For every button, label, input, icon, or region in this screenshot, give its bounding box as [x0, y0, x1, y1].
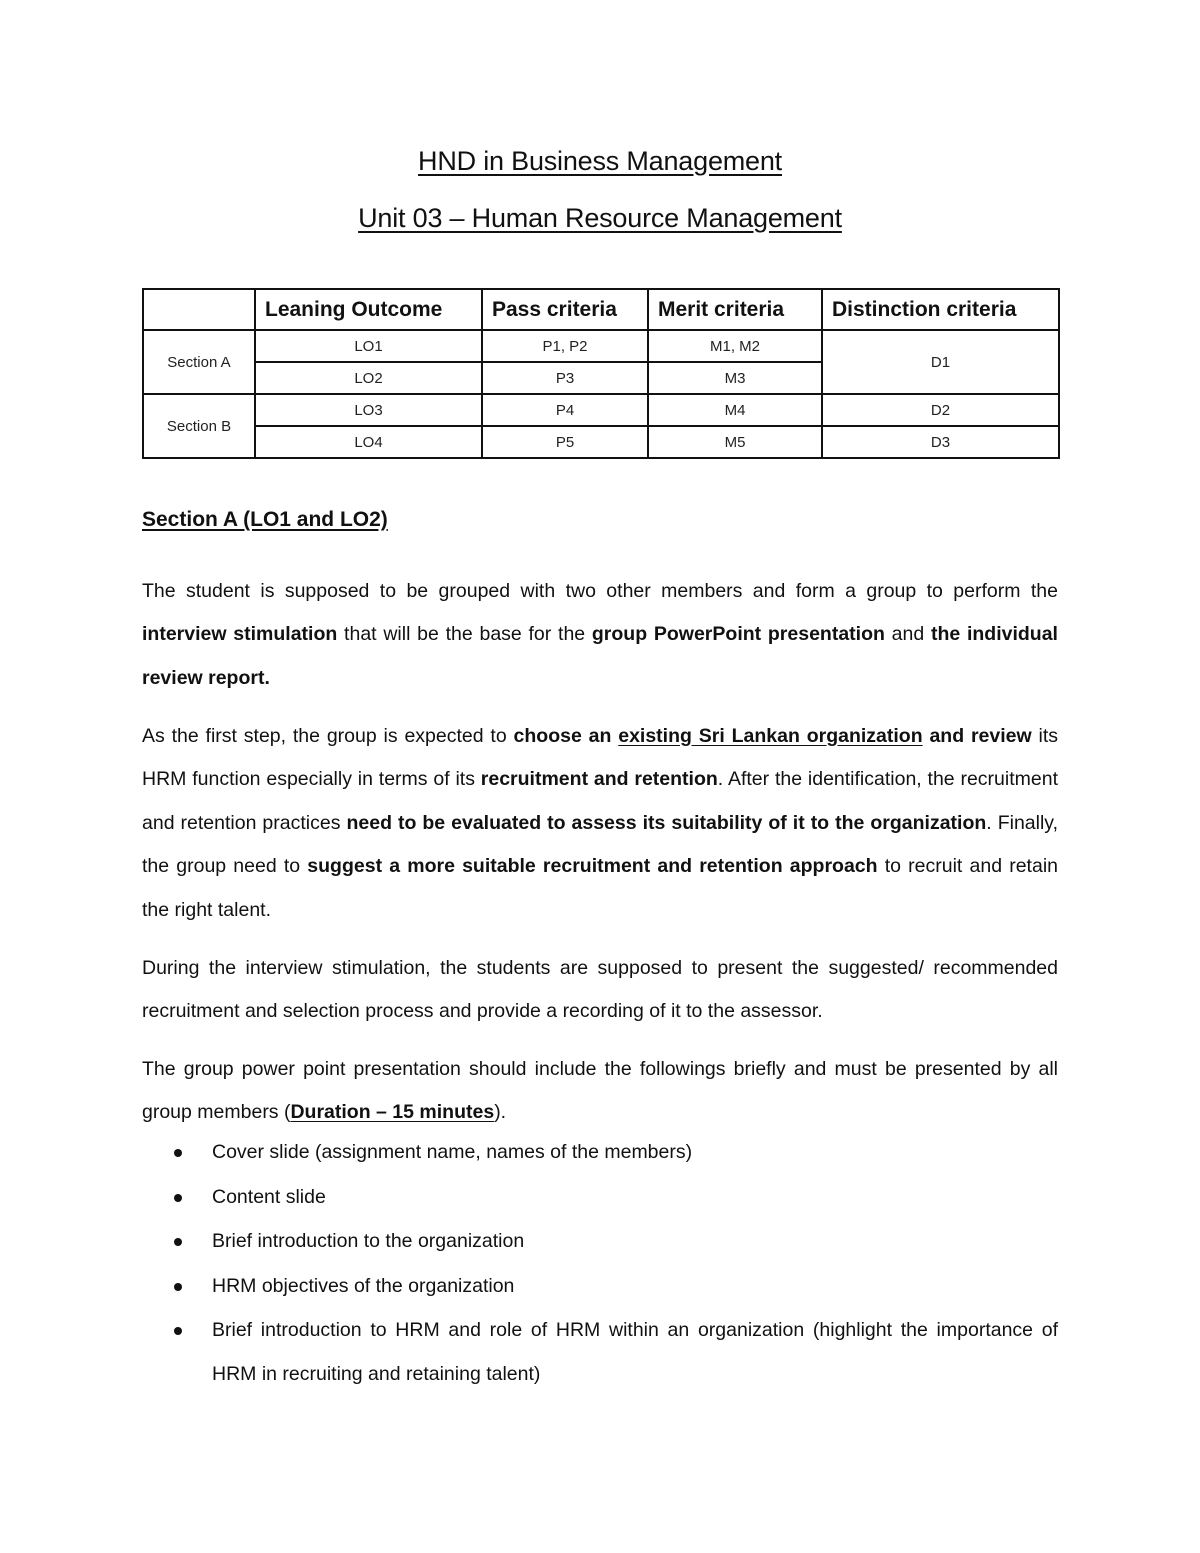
- table-cell: P1, P2: [482, 330, 648, 362]
- bullet-icon: [174, 1194, 182, 1202]
- table-cell: D1: [822, 330, 1059, 394]
- list-item-text: Brief introduction to HRM and role of HRM within an organization (highlight the importance of HRM in recruiting and retaining talent): [212, 1319, 1058, 1385]
- table-cell: M4: [648, 394, 822, 426]
- table-cell: LO2: [255, 362, 482, 394]
- list-item-text: Cover slide (assignment name, names of the members): [212, 1141, 693, 1163]
- table-cell: LO3: [255, 394, 482, 426]
- text-run-bold-underline: Duration – 15 minutes: [290, 1101, 495, 1123]
- text-run: The group power point presentation should include the followings briefly and must be presented by all group members (: [142, 1057, 1058, 1123]
- table-cell: P4: [482, 394, 648, 426]
- table-cell: D2: [822, 394, 1059, 426]
- bullet-icon: [174, 1238, 182, 1246]
- text-run: that will be the base for the: [337, 623, 592, 645]
- table-header-merit: Merit criteria: [648, 289, 822, 330]
- text-run: to recruit and retain the right talent.: [142, 855, 1058, 921]
- section-label: Section B: [143, 394, 255, 458]
- table-cell: M1, M2: [648, 330, 822, 362]
- section-heading: Section A (LO1 and LO2): [142, 508, 388, 531]
- table-header-distinction: Distinction criteria: [822, 289, 1059, 330]
- text-run-bold: need to be evaluated to assess its suitability of it to the organization: [346, 811, 987, 834]
- table-cell: M5: [648, 426, 822, 458]
- section-label: Section A: [143, 330, 255, 394]
- paragraph-intro: [142, 570, 1058, 701]
- bullet-icon: [174, 1149, 182, 1157]
- table-cell: LO1: [255, 330, 482, 362]
- text-run-bold: choose an: [513, 724, 619, 747]
- text-run-bold: recruitment and retention: [480, 768, 718, 790]
- list-item: [142, 1220, 1058, 1264]
- bullet-icon: [174, 1327, 182, 1335]
- table-row: [143, 426, 1059, 458]
- text-run: . After the identification, the recruitment and retention practices: [142, 768, 1058, 834]
- text-run-bold-underline: existing Sri Lankan organization: [618, 724, 923, 747]
- table-cell: P3: [482, 362, 648, 394]
- text-run-bold: the individual review report.: [142, 623, 1058, 689]
- table-header-pass: Pass criteria: [482, 289, 648, 330]
- list-item-text: HRM objectives of the organization: [212, 1274, 515, 1297]
- table-cell: LO4: [255, 426, 482, 458]
- paragraph-presentation: [142, 1048, 1058, 1135]
- criteria-table: [142, 288, 1060, 459]
- text-run: its HRM function especially in terms of its: [142, 724, 1059, 790]
- bullet-list: [142, 1131, 1058, 1397]
- list-item: [142, 1131, 1058, 1175]
- text-run-bold: group PowerPoint presentation: [591, 623, 885, 645]
- text-run: As the first step, the group is expected to: [142, 724, 514, 747]
- text-run-bold: interview stimulation: [142, 623, 338, 645]
- list-item-text: Content slide: [212, 1185, 326, 1208]
- paragraph-interview: During the interview stimulation, the students are supposed to present the suggested/ recommended recruitment and selection process and provide a recording of it to the assessor.: [142, 956, 1058, 1022]
- text-run-bold: suggest a more suitable recruitment and retention approach: [307, 855, 878, 877]
- table-cell: M3: [648, 362, 822, 394]
- table-header-row: [143, 289, 1059, 330]
- table-header-outcome: Leaning Outcome: [255, 289, 482, 330]
- text-run-bold: and review: [922, 724, 1032, 747]
- table-header-empty: [143, 289, 255, 330]
- table-row: [143, 330, 1059, 362]
- list-item: [142, 1265, 1058, 1309]
- unit-title: Unit 03 – Human Resource Management: [358, 203, 842, 233]
- list-item-text: Brief introduction to the organization: [212, 1230, 525, 1252]
- table-cell: D3: [822, 426, 1059, 458]
- list-item: [142, 1176, 1058, 1220]
- table-row: [143, 394, 1059, 426]
- paragraph-first-step: [142, 715, 1058, 933]
- list-item: [142, 1309, 1058, 1396]
- bullet-icon: [174, 1283, 182, 1291]
- table-cell: P5: [482, 426, 648, 458]
- text-run: . Finally, the group need to: [142, 811, 1059, 877]
- text-run: ).: [494, 1101, 507, 1123]
- text-run: and: [884, 623, 931, 645]
- document-title: HND in Business Management: [418, 146, 782, 176]
- text-run: The student is supposed to be grouped with two other members and form a group to perform the: [142, 579, 1058, 602]
